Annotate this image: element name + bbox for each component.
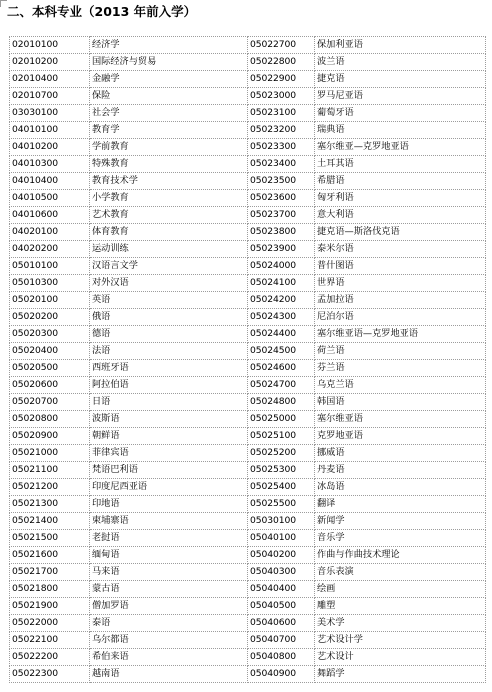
- right-name-cell: 韩国语: [315, 394, 486, 411]
- left-name-cell: 日语: [90, 394, 248, 411]
- right-code-cell: 05040500: [248, 598, 315, 615]
- left-code-cell: 05021100: [10, 462, 90, 479]
- right-name-cell: 希腊语: [315, 173, 486, 190]
- left-code-cell: 05010100: [10, 258, 90, 275]
- left-code-cell: 04010600: [10, 207, 90, 224]
- right-name-cell: 美术学: [315, 615, 486, 632]
- right-name-cell: 新闻学: [315, 513, 486, 530]
- table-row: [10, 326, 486, 343]
- left-code-cell: 05021700: [10, 564, 90, 581]
- left-code-cell: 05020800: [10, 411, 90, 428]
- right-code-cell: 05024000: [248, 258, 315, 275]
- right-name-cell: 尼泊尔语: [315, 309, 486, 326]
- right-name-cell: 塞尔维亚语—克罗地亚语: [315, 326, 486, 343]
- right-code-cell: 05024800: [248, 394, 315, 411]
- right-name-cell: 乌克兰语: [315, 377, 486, 394]
- right-code-cell: 05023300: [248, 139, 315, 156]
- left-code-cell: 03030100: [10, 105, 90, 122]
- table-row: [10, 71, 486, 88]
- left-name-cell: 老挝语: [90, 530, 248, 547]
- left-code-cell: 04010400: [10, 173, 90, 190]
- right-code-cell: 05023100: [248, 105, 315, 122]
- left-name-cell: 梵语巴利语: [90, 462, 248, 479]
- left-code-cell: 05021900: [10, 598, 90, 615]
- right-name-cell: 音乐表演: [315, 564, 486, 581]
- table-row: [10, 258, 486, 275]
- right-code-cell: 05040100: [248, 530, 315, 547]
- table-row: [10, 530, 486, 547]
- left-code-cell: 05021800: [10, 581, 90, 598]
- left-code-cell: 05020900: [10, 428, 90, 445]
- table-row: [10, 360, 486, 377]
- left-code-cell: 04020200: [10, 241, 90, 258]
- left-name-cell: 经济学: [90, 37, 248, 54]
- left-code-cell: 04010300: [10, 156, 90, 173]
- right-name-cell: 艺术设计: [315, 649, 486, 666]
- left-name-cell: 波斯语: [90, 411, 248, 428]
- table-row: [10, 207, 486, 224]
- right-code-cell: 05025500: [248, 496, 315, 513]
- right-name-cell: 孟加拉语: [315, 292, 486, 309]
- right-name-cell: 普什图语: [315, 258, 486, 275]
- right-code-cell: 05023700: [248, 207, 315, 224]
- left-name-cell: 德语: [90, 326, 248, 343]
- left-name-cell: 希伯来语: [90, 649, 248, 666]
- right-name-cell: 瑞典语: [315, 122, 486, 139]
- table-row: [10, 513, 486, 530]
- table-row: [10, 156, 486, 173]
- left-code-cell: 05021500: [10, 530, 90, 547]
- left-code-cell: 04010500: [10, 190, 90, 207]
- right-code-cell: 05025300: [248, 462, 315, 479]
- right-name-cell: 作曲与作曲技术理论: [315, 547, 486, 564]
- right-code-cell: 05024400: [248, 326, 315, 343]
- majors-table-body: [10, 37, 486, 683]
- right-name-cell: 匈牙利语: [315, 190, 486, 207]
- right-name-cell: 荷兰语: [315, 343, 486, 360]
- right-name-cell: 克罗地亚语: [315, 428, 486, 445]
- left-name-cell: 金融学: [90, 71, 248, 88]
- left-name-cell: 西班牙语: [90, 360, 248, 377]
- right-code-cell: 05022700: [248, 37, 315, 54]
- table-row: [10, 547, 486, 564]
- table-row: [10, 394, 486, 411]
- table-row: [10, 377, 486, 394]
- right-code-cell: 05023600: [248, 190, 315, 207]
- right-code-cell: 05022900: [248, 71, 315, 88]
- right-name-cell: 冰岛语: [315, 479, 486, 496]
- table-row: [10, 666, 486, 683]
- right-code-cell: 05025000: [248, 411, 315, 428]
- table-row: [10, 581, 486, 598]
- right-code-cell: 05040200: [248, 547, 315, 564]
- right-code-cell: 05024600: [248, 360, 315, 377]
- left-name-cell: 马来语: [90, 564, 248, 581]
- left-code-cell: 05010300: [10, 275, 90, 292]
- left-name-cell: 印度尼西亚语: [90, 479, 248, 496]
- left-code-cell: 04010200: [10, 139, 90, 156]
- left-name-cell: 特殊教育: [90, 156, 248, 173]
- right-name-cell: 艺术设计学: [315, 632, 486, 649]
- right-name-cell: 音乐学: [315, 530, 486, 547]
- left-code-cell: 05021600: [10, 547, 90, 564]
- right-code-cell: 05025400: [248, 479, 315, 496]
- table-row: [10, 37, 486, 54]
- table-row: [10, 615, 486, 632]
- left-name-cell: 印地语: [90, 496, 248, 513]
- left-name-cell: 社会学: [90, 105, 248, 122]
- right-code-cell: 05024300: [248, 309, 315, 326]
- left-code-cell: 04020100: [10, 224, 90, 241]
- table-row: [10, 649, 486, 666]
- right-name-cell: 塞尔维亚语: [315, 411, 486, 428]
- right-code-cell: 05030100: [248, 513, 315, 530]
- left-name-cell: 国际经济与贸易: [90, 54, 248, 71]
- left-code-cell: 05020100: [10, 292, 90, 309]
- left-name-cell: 越南语: [90, 666, 248, 683]
- right-name-cell: 绘画: [315, 581, 486, 598]
- right-name-cell: 土耳其语: [315, 156, 486, 173]
- right-name-cell: 捷克语—斯洛伐克语: [315, 224, 486, 241]
- table-row: [10, 564, 486, 581]
- right-name-cell: 丹麦语: [315, 462, 486, 479]
- left-name-cell: 乌尔都语: [90, 632, 248, 649]
- right-name-cell: 舞蹈学: [315, 666, 486, 683]
- left-name-cell: 泰语: [90, 615, 248, 632]
- table-row: [10, 224, 486, 241]
- left-name-cell: 蒙古语: [90, 581, 248, 598]
- table-row: [10, 241, 486, 258]
- left-name-cell: 保险: [90, 88, 248, 105]
- left-name-cell: 僧加罗语: [90, 598, 248, 615]
- left-name-cell: 学前教育: [90, 139, 248, 156]
- table-row: [10, 139, 486, 156]
- table-row: [10, 598, 486, 615]
- table-row: [10, 309, 486, 326]
- right-code-cell: 05023400: [248, 156, 315, 173]
- left-name-cell: 柬埔寨语: [90, 513, 248, 530]
- right-code-cell: 05024100: [248, 275, 315, 292]
- right-code-cell: 05025200: [248, 445, 315, 462]
- table-row: [10, 462, 486, 479]
- right-code-cell: 05024700: [248, 377, 315, 394]
- majors-table: [9, 36, 486, 683]
- left-name-cell: 对外汉语: [90, 275, 248, 292]
- left-name-cell: 小学教育: [90, 190, 248, 207]
- page-corner-mark: [0, 0, 7, 7]
- left-code-cell: 04010100: [10, 122, 90, 139]
- table-row: [10, 54, 486, 71]
- left-name-cell: 教育技术学: [90, 173, 248, 190]
- left-name-cell: 教育学: [90, 122, 248, 139]
- right-code-cell: 05023800: [248, 224, 315, 241]
- right-code-cell: 05023000: [248, 88, 315, 105]
- left-code-cell: 05020500: [10, 360, 90, 377]
- table-row: [10, 292, 486, 309]
- right-code-cell: 05023900: [248, 241, 315, 258]
- table-row: [10, 275, 486, 292]
- table-row: [10, 122, 486, 139]
- left-name-cell: 艺术教育: [90, 207, 248, 224]
- right-name-cell: 泰米尔语: [315, 241, 486, 258]
- left-name-cell: 缅甸语: [90, 547, 248, 564]
- left-code-cell: 05020200: [10, 309, 90, 326]
- left-name-cell: 菲律宾语: [90, 445, 248, 462]
- right-code-cell: 05025100: [248, 428, 315, 445]
- table-row: [10, 173, 486, 190]
- right-code-cell: 05023500: [248, 173, 315, 190]
- table-row: [10, 479, 486, 496]
- right-name-cell: 捷克语: [315, 71, 486, 88]
- left-code-cell: 05021400: [10, 513, 90, 530]
- left-code-cell: 05020400: [10, 343, 90, 360]
- left-code-cell: 05021300: [10, 496, 90, 513]
- right-name-cell: 保加利亚语: [315, 37, 486, 54]
- left-code-cell: 02010400: [10, 71, 90, 88]
- table-row: [10, 88, 486, 105]
- left-name-cell: 英语: [90, 292, 248, 309]
- right-name-cell: 波兰语: [315, 54, 486, 71]
- table-row: [10, 105, 486, 122]
- right-code-cell: 05022800: [248, 54, 315, 71]
- right-name-cell: 世界语: [315, 275, 486, 292]
- table-row: [10, 343, 486, 360]
- left-code-cell: 05021000: [10, 445, 90, 462]
- right-name-cell: 塞尔维亚—克罗地亚语: [315, 139, 486, 156]
- right-code-cell: 05040700: [248, 632, 315, 649]
- right-code-cell: 05023200: [248, 122, 315, 139]
- left-name-cell: 汉语言文学: [90, 258, 248, 275]
- left-code-cell: 05022300: [10, 666, 90, 683]
- left-name-cell: 朝鲜语: [90, 428, 248, 445]
- left-name-cell: 体育教育: [90, 224, 248, 241]
- left-code-cell: 02010700: [10, 88, 90, 105]
- right-name-cell: 雕塑: [315, 598, 486, 615]
- right-name-cell: 芬兰语: [315, 360, 486, 377]
- left-code-cell: 05021200: [10, 479, 90, 496]
- right-code-cell: 05040400: [248, 581, 315, 598]
- right-code-cell: 05024500: [248, 343, 315, 360]
- left-code-cell: 05022200: [10, 649, 90, 666]
- left-code-cell: 05020700: [10, 394, 90, 411]
- left-code-cell: 02010100: [10, 37, 90, 54]
- left-code-cell: 02010200: [10, 54, 90, 71]
- left-name-cell: 俄语: [90, 309, 248, 326]
- table-row: [10, 496, 486, 513]
- table-row: [10, 190, 486, 207]
- table-row: [10, 428, 486, 445]
- right-name-cell: 葡萄牙语: [315, 105, 486, 122]
- left-name-cell: 阿拉伯语: [90, 377, 248, 394]
- right-code-cell: 05040300: [248, 564, 315, 581]
- left-code-cell: 05022100: [10, 632, 90, 649]
- right-name-cell: 翻译: [315, 496, 486, 513]
- left-code-cell: 05020300: [10, 326, 90, 343]
- left-code-cell: 05020600: [10, 377, 90, 394]
- left-name-cell: 法语: [90, 343, 248, 360]
- table-row: [10, 445, 486, 462]
- right-code-cell: 05024200: [248, 292, 315, 309]
- left-code-cell: 05022000: [10, 615, 90, 632]
- right-name-cell: 意大利语: [315, 207, 486, 224]
- right-code-cell: 05040800: [248, 649, 315, 666]
- table-row: [10, 632, 486, 649]
- right-name-cell: 罗马尼亚语: [315, 88, 486, 105]
- section-heading: 二、本科专业（2013 年前入学）: [7, 4, 197, 19]
- right-code-cell: 05040600: [248, 615, 315, 632]
- table-row: [10, 411, 486, 428]
- right-code-cell: 05040900: [248, 666, 315, 683]
- right-name-cell: 挪威语: [315, 445, 486, 462]
- left-name-cell: 运动训练: [90, 241, 248, 258]
